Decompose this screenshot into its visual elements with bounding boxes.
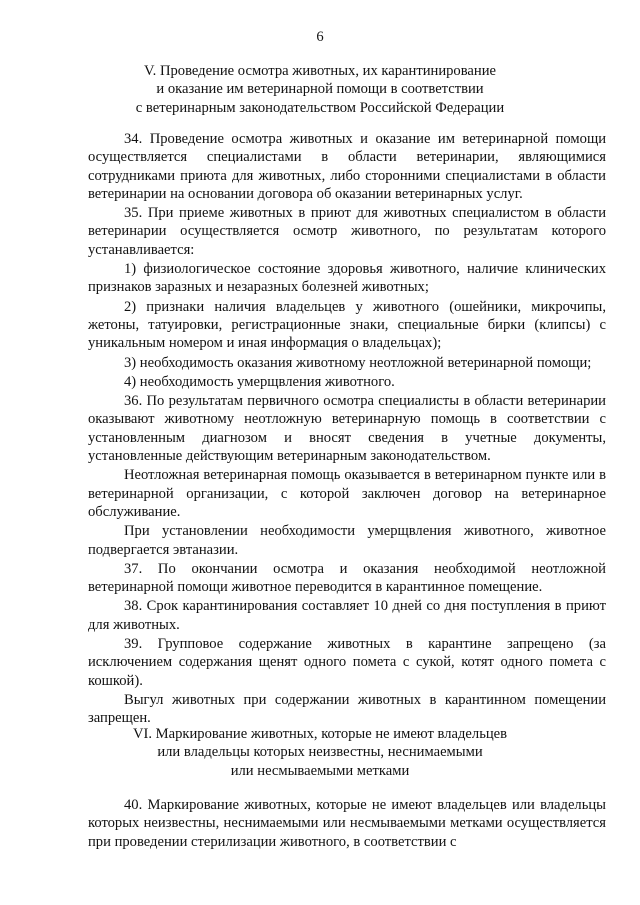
- list-item-3: 3) необходимость оказания животному неотложной ветеринарной помощи;: [124, 354, 592, 371]
- page-number: 6: [316, 29, 324, 45]
- section-6-heading: [0, 725, 640, 780]
- paragraph-37: 37. По окончании осмотра и оказания необходимой неотложной ветеринарной помощи животное переводится в карантинное помещение.: [88, 560, 606, 596]
- heading-line: V. Проведение осмотра животных, их карантинирование: [143, 63, 497, 79]
- paragraph-36: 36. По результатам первичного осмотра специалисты в области ветеринарии оказывают животному неотложную ветеринарную помощь в соответствии с установленным диагнозом и вносят сведения в учетные документы, установленные действующим ветеринарным законодательством.: [88, 393, 606, 465]
- paragraph-35: 35. При приеме животных в приют для животных специалистом в области ветеринарии осуществляется осмотр животного, по результатам которого устанавливается:: [88, 205, 606, 258]
- paragraph-emergency-help: Неотложная ветеринарная помощь оказывается в ветеринарном пункте или в ветеринарной организации, с которой заключен договор на ветеринарное обслуживание.: [88, 467, 606, 520]
- heading-line: или несмываемыми метками: [230, 762, 410, 779]
- list-item-1: 1) физиологическое состояние здоровья животного, наличие клинических признаков заразных и незаразных болезней животных;: [88, 261, 606, 296]
- heading-line: и оказание им ветеринарной помощи в соответствии: [156, 81, 484, 98]
- list-item-4: 4) необходимость умерщвления животного.: [124, 373, 395, 390]
- paragraph-39: 39. Групповое содержание животных в карантине запрещено (за исключением содержания щенят одного помета с сукой, котят одного помета с кошкой).: [88, 636, 606, 689]
- section-6-body: [88, 796, 606, 851]
- heading-line: VI. Маркирование животных, которые не имеют владельцев: [132, 726, 508, 742]
- paragraph-38: 38. Срок карантинирования составляет 10 дней со дня поступления в приют для животных.: [88, 598, 606, 633]
- heading-line: с ветеринарным законодательством Российской Федерации: [135, 99, 505, 116]
- paragraph-40: 40. Маркирование животных, которые не имеют владельцев или владельцы которых неизвестны, неснимаемыми или несмываемыми метками осуществляется при проведении стерилизации животного, в соответствии с: [88, 797, 606, 850]
- paragraph-walking: Выгул животных при содержании животных в карантинном помещении запрещен.: [88, 691, 606, 727]
- section-5-body: [88, 130, 606, 728]
- paragraph-euthanasia: При установлении необходимости умерщвления животного, животное подвергается эвтаназии.: [88, 523, 606, 558]
- list-item-2: 2) признаки наличия владельцев у животного (ошейники, микрочипы, жетоны, татуировки, регистрационные знаки, специальные бирки (клипсы) с уникальным номером и иная информация о владельцах);: [88, 298, 606, 352]
- heading-line: или владельцы которых неизвестны, неснимаемыми: [157, 744, 483, 761]
- paragraph-34: 34. Проведение осмотра животных и оказание им ветеринарной помощи осуществляется специалистами в области ветеринарии, являющимися сотрудниками приюта для животных, либо сторонними специалистами в области ветеринарии на основании договора об оказании ветеринарных услуг.: [88, 131, 606, 202]
- section-5-heading: [0, 62, 640, 117]
